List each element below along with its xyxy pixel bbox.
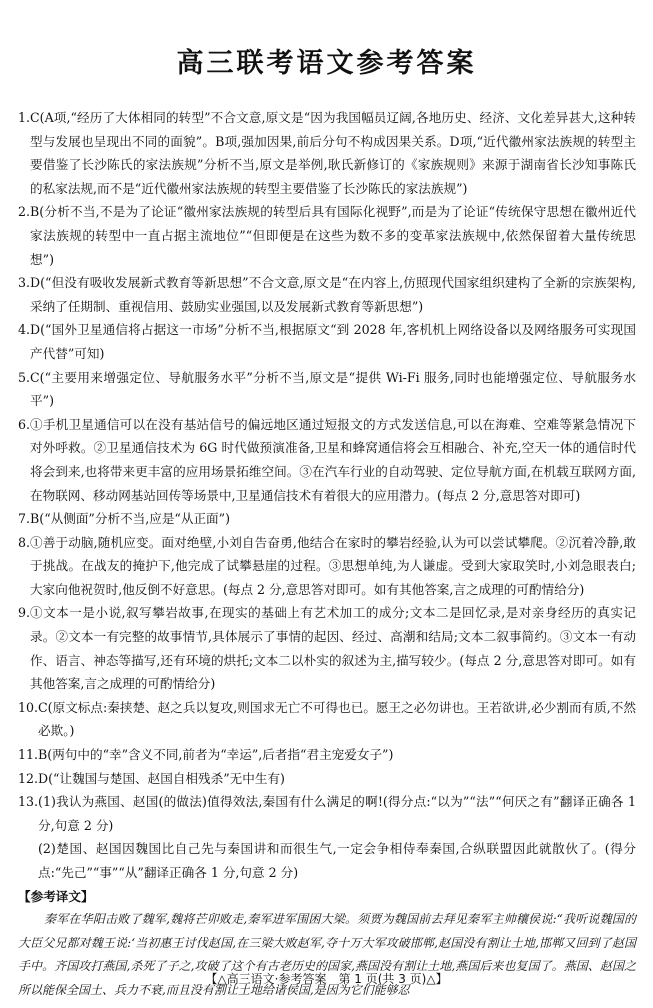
answer-text: B(两句中的“幸”含义不同,前者为“幸运”,后者指“君主宠爱女子”) [38, 747, 394, 763]
page-footer: 【△高三语文·参考答案 第 1 页(共 3 页)△】 [205, 972, 448, 986]
answer-number: 11. [18, 747, 39, 763]
answer-number: 5. [18, 369, 31, 385]
answer-number: 8. [18, 534, 31, 550]
answer-text: D(“但没有吸收发展新式教育等新思想”不合文意,原文是“在内容上,仿照现代国家组织建构了全新的宗族架构,采纳了任期制、重视信用、鼓励实业强国,以及发展新式教育等新思想”) [30, 275, 636, 314]
answer-item-9 [18, 601, 636, 695]
answer-text: D(“国外卫星通信将占据这一市场”分析不当,根据原文“到 2028 年,客机机上网络设备以及网络服务可实现国产代替”可知) [30, 322, 636, 361]
answer-text: C(“主要用来增强定位、导航服务水平”分析不当,原文是“提供 Wi-Fi 服务,同时也能增强定位、导航服务水平”) [30, 369, 636, 409]
page-title: 高三联考语文参考答案 [176, 48, 477, 79]
answer-number: 9. [18, 605, 31, 621]
answer-text: B(分析不当,不是为了论证“徽州家法族规的转型后具有国际化视野”,而是为了论证“传统保守思想在徽州近代家法族规的转型中一直占据主流地位”“但即便是在这些为数不多的变革家法族规中,依然保留着大量传统思想”) [30, 204, 636, 267]
answer-number: 12. [18, 770, 39, 786]
answer-text: ①善于动脑,随机应变。面对绝壁,小刘自告奋勇,他结合在家时的攀岩经验,认为可以尝试攀爬。②沉着冷静,敢于挑战。在战友的掩护下,他完成了试攀悬崖的过程。③思想单纯,为人谦虚。受到大家取笑时,小刘急眼表白;大家向他祝贺时,他反倒不好意思。(每点 2 分,意思答对即可。如有其他答案,言之成理的可酌情给分) [30, 534, 636, 597]
answer-item-10 [18, 696, 636, 743]
answer-number: 10. [18, 699, 39, 715]
answer-text: D(“让魏国与楚国、赵国自相残杀”无中生有) [38, 770, 285, 786]
answer-item-4 [18, 318, 636, 365]
answer-13-part-2: (2)楚国、赵国因魏国比自己先与秦国讲和而很生气,一定会争相侍奉秦国,合纵联盟因此就散伙了。(得分点:“先己”“事”“从”翻译正确各 1 分,句意 2 分) [38, 841, 636, 880]
answer-item-6 [18, 413, 636, 507]
answer-number: 3. [18, 275, 31, 291]
answer-number: 1. [18, 110, 31, 125]
reference-translation-heading: 【参考译文】 [18, 888, 94, 904]
answer-text: ①手机卫星通信可以在没有基站信号的偏远地区通过短报文的方式发送信息,可以在海难、空难等紧急情况下对外呼救。②卫星通信技术为 6G 时代做预演准备,卫星和蜂窝通信将会互相融合、补充,空天一体的通信时代将会到来,也将带来更丰富的应用场景拓维空间。③在汽车行业的自动驾驶、定位导航方面,在机载互联网方面,在物联网、移动网基站回传等场景中,卫星通信技术有着很大的应用潜力。(每点 2 分,意思答对即可) [30, 416, 636, 503]
answer-item-1 [18, 106, 636, 200]
answer-item-12 [18, 767, 636, 791]
answer-text: (1)我认为燕国、赵国(的做法)值得效法,秦国有什么满足的啊!(得分点:“以为”“法”“何厌之有”翻译正确各 1 分,句意 2 分) [38, 794, 636, 833]
answer-number: 2. [18, 204, 31, 220]
answer-number: 4. [18, 322, 31, 338]
answer-item-2 [18, 200, 636, 271]
answer-item-13 [18, 790, 636, 837]
answer-list [18, 106, 636, 1003]
answer-number: 6. [18, 416, 31, 432]
answer-item-7 [18, 507, 636, 531]
answer-text: C(原文标点:秦挟楚、赵之兵以复攻,则国求无亡不可得也已。愿王之必勿讲也。王若欲讲,必少割而有质,不然必欺。) [38, 699, 636, 739]
answer-item-8 [18, 531, 636, 602]
answer-item-11 [18, 743, 636, 767]
answer-text: ①文本一是小说,叙写攀岩故事,在现实的基础上有艺术加工的成分;文本二是回忆录,是对亲身经历的真实记录。②文本一有完整的故事情节,具体展示了事情的起因、经过、高潮和结局;文本二叙事简约。③文本一有动作、语言、神态等描写,还有环境的烘托;文本二以朴实的叙述为主,描写较少。(每点 2 分,意思答对即可。如有其他答案,言之成理的可酌情给分) [30, 605, 636, 692]
answer-text: C(A项,“经历了大体相同的转型”不合文意,原文是“因为我国幅员辽阔,各地历史、经济、文化差异甚大,这种转型与发展也呈现出不同的面貌”。B项,强加因果,前后分句不构成因果关系。D项,“近代徽州家法族规的转型主要借鉴了长沙陈氏的家法族规”分析不当,原文是举例,耿氏新修订的《家族规则》来源于湖南省长沙知事陈氏的私家法规,而不是“近代徽州家法族规的转型主要借鉴了长沙陈氏的家法族规”) [30, 110, 636, 196]
reference-translation-text: 秦军在华阳击败了魏军,魏将芒卯败走,秦军进军围困大梁。须贾为魏国前去拜见秦军主帅穰侯说:“我听说魏国的大臣父兄都对魏王说:‘当初惠王讨伐赵国,在三梁大败赵军,夺十万大军攻破邯郸,赵国没有割让土地,邯郸又回到了赵国手中。齐国攻打燕国,杀死了子之,攻破了这个有古老历史的国家,燕国没有割让土地,燕国后来也复国了。燕国、赵国之所以能保全国土、兵力不衰,而且没有割让土地给诸侯国,是因为它们能够忍 [18, 912, 636, 997]
answer-item-5 [18, 366, 636, 413]
answer-text: B(“从侧面”分析不当,应是“从正面”) [30, 511, 230, 527]
answer-item-3 [18, 271, 636, 318]
answer-number: 7. [18, 511, 31, 527]
answer-number: 13. [18, 794, 39, 810]
